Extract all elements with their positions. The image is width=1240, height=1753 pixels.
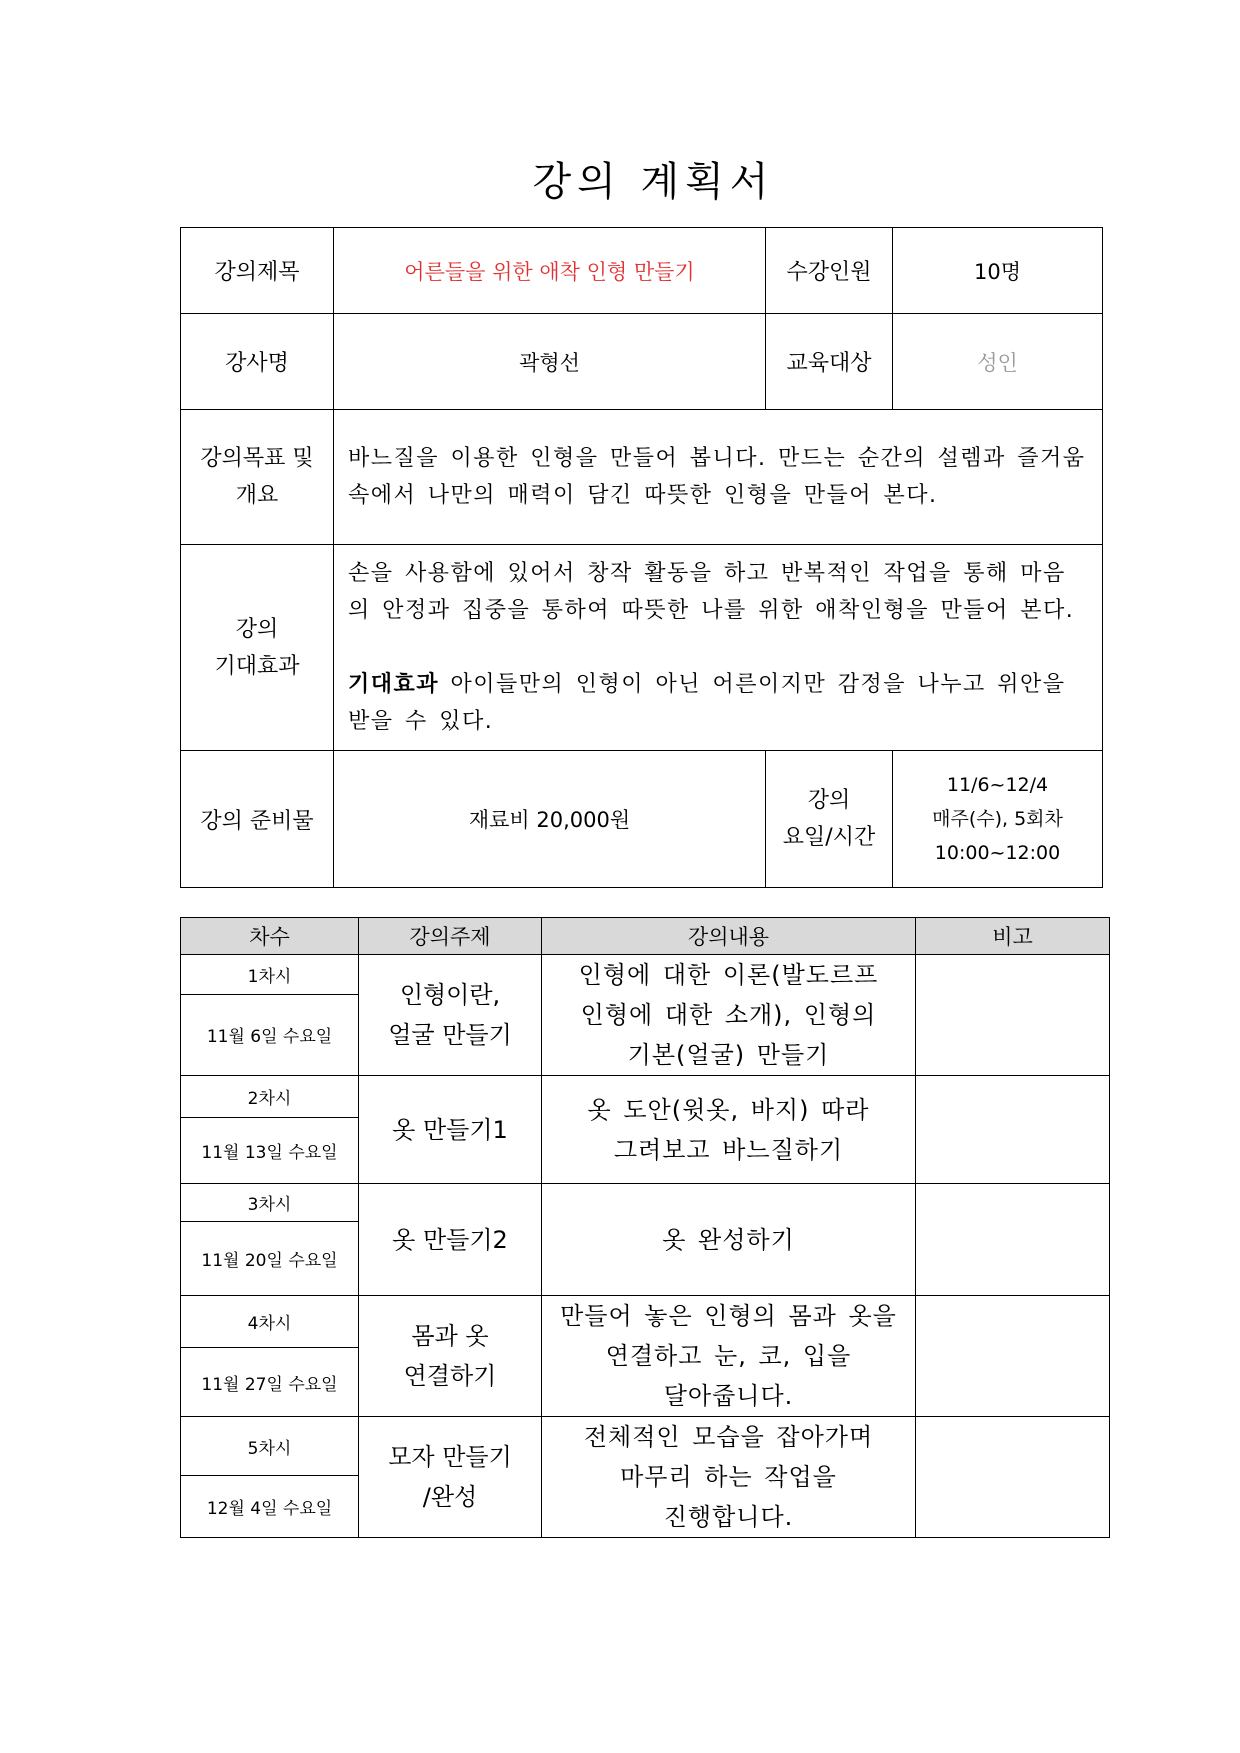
sessions-table xyxy=(180,917,1110,1538)
effect-text xyxy=(334,545,1103,751)
page-title: 강의 계획서 xyxy=(532,159,775,205)
topic-line: 모자 만들기 xyxy=(388,1443,512,1471)
session-date: 12월 4일 수요일 xyxy=(181,1476,359,1538)
topic-line: 연결하기 xyxy=(403,1362,497,1390)
capacity-label: 수강인원 xyxy=(766,228,893,314)
topic-line: 인형이란, xyxy=(399,981,501,1009)
effect-bold-label: 기대효과 xyxy=(348,672,440,697)
session-topic xyxy=(359,1417,542,1538)
goal-label: 강의목표 및 개요 xyxy=(181,410,334,545)
schedule-label-line-1: 강의 xyxy=(807,788,851,813)
schedule-line-3: 10:00~12:00 xyxy=(934,842,1061,864)
effect-text-2-wrap xyxy=(348,666,1088,740)
session-topic xyxy=(359,955,542,1076)
materials-value: 재료비 20,000원 xyxy=(334,751,766,888)
content-line: 옷 도안(윗옷, 바지) 따라 xyxy=(587,1095,870,1124)
topic-line: 얼굴 만들기 xyxy=(388,1021,512,1049)
course-info-table xyxy=(180,227,1103,888)
content-line: 인형에 대한 소개), 인형의 xyxy=(580,1001,877,1029)
topic-line: 옷 만들기2 xyxy=(392,1225,508,1254)
content-line: 마무리 하는 작업을 xyxy=(620,1463,837,1491)
target-label: 교육대상 xyxy=(766,314,893,410)
session-date: 11월 27일 수요일 xyxy=(181,1348,359,1417)
schedule-line-1: 11/6~12/4 xyxy=(946,774,1049,796)
session-number: 2차시 xyxy=(181,1076,359,1118)
session-topic xyxy=(359,1076,542,1184)
session-content xyxy=(542,1296,916,1417)
header-note: 비고 xyxy=(916,918,1110,955)
content-line: 옷 완성하기 xyxy=(662,1225,795,1254)
content-line: 달아줍니다. xyxy=(663,1382,794,1410)
target-value: 성인 xyxy=(893,314,1103,410)
header-session: 차수 xyxy=(181,918,359,955)
content-line: 전체적인 모습을 잡아가며 xyxy=(583,1423,874,1451)
course-title-label: 강의제목 xyxy=(181,228,334,314)
content-line: 그려보고 바느질하기 xyxy=(613,1135,844,1164)
session-content xyxy=(542,1076,916,1184)
instructor-label: 강사명 xyxy=(181,314,334,410)
schedule-line-2: 매주(수), 5회차 xyxy=(932,808,1063,830)
schedule-label-line-2: 요일/시간 xyxy=(782,825,876,850)
session-note xyxy=(916,1184,1110,1296)
session-number: 3차시 xyxy=(181,1184,359,1222)
header-topic: 강의주제 xyxy=(359,918,542,955)
session-number: 5차시 xyxy=(181,1417,359,1476)
session-content xyxy=(542,1417,916,1538)
effect-text-1: 손을 사용함에 있어서 창작 활동을 하고 반복적인 작업을 통해 마음의 안정과 집중을 통하여 따뜻한 나를 위한 애착인형을 만들어 본다. xyxy=(348,561,1075,623)
content-line: 만들어 놓은 인형의 몸과 옷을 xyxy=(560,1302,897,1330)
topic-line: 옷 만들기1 xyxy=(392,1115,508,1144)
session-note xyxy=(916,1076,1110,1184)
session-note xyxy=(916,955,1110,1076)
session-note xyxy=(916,1417,1110,1538)
effect-label xyxy=(181,545,334,751)
materials-label: 강의 준비물 xyxy=(181,751,334,888)
effect-label-line-2: 기대효과 xyxy=(214,653,300,679)
instructor-value: 곽형선 xyxy=(334,314,766,410)
session-topic xyxy=(359,1184,542,1296)
session-content xyxy=(542,1184,916,1296)
content-line: 연결하고 눈, 코, 입을 xyxy=(605,1342,852,1370)
content-line: 기본(얼굴) 만들기 xyxy=(627,1041,830,1069)
session-date: 11월 6일 수요일 xyxy=(181,994,359,1075)
goal-text: 바느질을 이용한 인형을 만들어 봅니다. 만드는 순간의 설렘과 즐거움 속에서 나만의 매력이 담긴 따뜻한 인형을 만들어 본다. xyxy=(334,410,1103,545)
session-topic xyxy=(359,1296,542,1417)
session-date: 11월 13일 수요일 xyxy=(181,1118,359,1184)
effect-text-2: 아이들만의 인형이 아닌 어른이지만 감정을 나누고 위안을 받을 수 있다. xyxy=(348,672,1066,734)
session-number: 1차시 xyxy=(181,955,359,995)
session-note xyxy=(916,1296,1110,1417)
schedule-label xyxy=(766,751,893,888)
header-content: 강의내용 xyxy=(542,918,916,955)
content-line: 인형에 대한 이론(발도르프 xyxy=(578,961,879,989)
capacity-value: 10명 xyxy=(893,228,1103,314)
session-content xyxy=(542,955,916,1076)
content-line: 진행합니다. xyxy=(663,1503,794,1531)
session-date: 11월 20일 수요일 xyxy=(181,1222,359,1296)
topic-line: /완성 xyxy=(422,1483,478,1511)
schedule-value xyxy=(893,751,1103,888)
session-number: 4차시 xyxy=(181,1296,359,1348)
topic-line: 몸과 옷 xyxy=(411,1322,489,1350)
effect-label-line-1: 강의 xyxy=(235,616,279,642)
course-title-value: 어른들을 위한 애착 인형 만들기 xyxy=(334,228,766,314)
